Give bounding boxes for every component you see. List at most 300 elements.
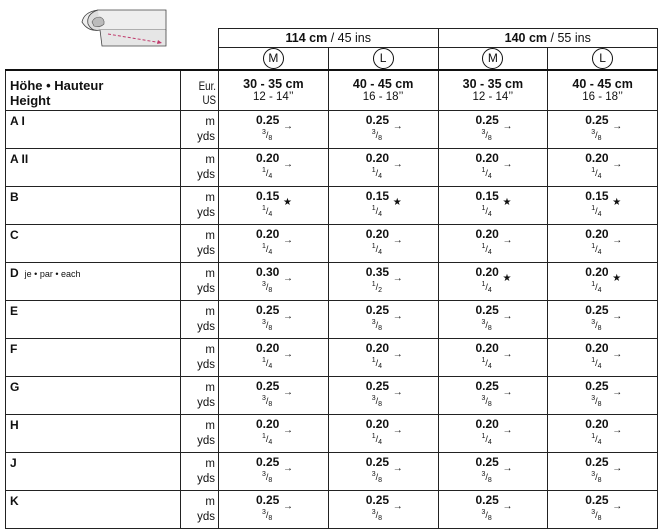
unit-metric: m (205, 381, 215, 394)
yards-fraction: $^1/_4$ (371, 205, 383, 218)
arrow-right-icon: → (283, 311, 293, 322)
fabric-width-140 (438, 29, 658, 48)
star-icon: ★ (612, 197, 622, 208)
metres-value: 0.20 (256, 151, 280, 165)
yards-fraction: $^3/_8$ (371, 395, 383, 408)
fraction-numerator: 1 (481, 205, 486, 212)
yards-fraction: $^1/_4$ (481, 281, 492, 294)
fraction-numerator: 1 (262, 167, 266, 174)
fraction-denominator: 8 (268, 287, 273, 294)
fraction-denominator: 4 (487, 249, 492, 256)
fraction-numerator: 3 (262, 509, 266, 516)
size-range (548, 70, 658, 111)
arrow-right-icon: → (612, 235, 623, 246)
unit-cell (181, 263, 219, 301)
table-row (6, 491, 658, 529)
yardage-cell (438, 339, 548, 377)
yardage-cell (328, 111, 438, 149)
unit-cell (181, 225, 219, 263)
unit-metric: m (205, 153, 215, 166)
yardage-cell (328, 415, 438, 453)
arrow-right-icon: → (283, 501, 293, 512)
size-m-114 (219, 48, 329, 71)
size-range-cm: 30 - 35 cm (243, 77, 304, 91)
table-row (6, 187, 658, 225)
size-range-inch: 12 - 14’’ (253, 91, 294, 103)
piece-letter: D (10, 266, 19, 280)
fraction-numerator: 3 (591, 395, 596, 402)
pattern-piece-label (6, 377, 181, 415)
arrow-right-icon: → (392, 311, 403, 322)
arrow-right-icon: → (612, 425, 623, 436)
yards-fraction: $^1/_4$ (262, 357, 273, 370)
piece-letter: F (10, 342, 18, 356)
fraction-numerator: 1 (371, 243, 376, 250)
yardage-cell (548, 491, 658, 529)
yardage-cell (548, 453, 658, 491)
arrow-right-icon: → (392, 349, 403, 360)
unit-us: US (201, 95, 216, 107)
yardage-cell (438, 415, 548, 453)
pattern-piece-label (6, 453, 181, 491)
metres-value: 0.15 (475, 189, 499, 203)
arrow-right-icon: → (392, 425, 403, 436)
metres-value: 0.20 (256, 227, 280, 241)
fraction-numerator: 1 (371, 433, 376, 440)
yardage-cell (548, 111, 658, 149)
star-icon: ★ (283, 197, 292, 208)
unit-metric: m (205, 305, 215, 318)
fraction-numerator: 1 (591, 205, 596, 212)
unit-imperial: yds (197, 206, 215, 219)
yards-fraction: $^1/_4$ (481, 205, 492, 218)
pattern-piece-label (6, 149, 181, 187)
table-row (6, 377, 658, 415)
yards-fraction: $^3/_8$ (591, 395, 602, 408)
unit-imperial: yds (197, 282, 215, 295)
metres-value: 0.20 (365, 151, 390, 165)
unit-imperial: yds (197, 320, 215, 333)
metres-value: 0.25 (365, 379, 390, 393)
metres-value: 0.25 (585, 303, 609, 317)
fraction-numerator: 1 (262, 433, 266, 440)
arrow-right-icon: → (502, 425, 513, 436)
fabric-bolt-icon (78, 2, 172, 52)
piece-letter: H (10, 418, 19, 432)
yardage-table (5, 28, 658, 529)
size-range-cm: 40 - 45 cm (572, 77, 633, 91)
yards-fraction: $^3/_8$ (262, 281, 273, 294)
metres-value: 0.25 (256, 493, 280, 507)
metres-value: 0.20 (365, 227, 390, 241)
yardage-cell (438, 491, 548, 529)
yards-fraction: $^3/_8$ (481, 395, 492, 408)
arrow-right-icon: → (612, 159, 623, 170)
yards-fraction: $^1/_4$ (262, 433, 273, 446)
arrow-right-icon: → (612, 463, 623, 474)
metres-value: 0.25 (585, 493, 609, 507)
fraction-numerator: 1 (371, 357, 376, 364)
size-range-inch: 12 - 14’’ (472, 91, 514, 103)
unit-imperial: yds (197, 244, 215, 257)
fraction-denominator: 4 (487, 363, 492, 370)
arrow-right-icon: → (283, 425, 293, 436)
metres-value: 0.20 (365, 417, 390, 431)
metres-value: 0.25 (585, 455, 609, 469)
piece-letter: E (10, 304, 19, 318)
width-imperial: / 45 ins (330, 31, 371, 45)
fraction-numerator: 1 (481, 243, 486, 250)
fraction-numerator: 3 (262, 395, 266, 402)
unit-cell (181, 149, 219, 187)
yards-fraction: $^1/_4$ (591, 357, 602, 370)
metres-value: 0.25 (365, 113, 390, 127)
piece-letter: K (10, 494, 19, 508)
yardage-cell (548, 301, 658, 339)
yardage-cell (548, 377, 658, 415)
arrow-right-icon: → (392, 121, 403, 132)
unit-cell (181, 491, 219, 529)
fraction-numerator: 1 (481, 357, 486, 364)
yardage-cell (219, 225, 329, 263)
metres-value: 0.25 (256, 455, 280, 469)
yardage-cell (219, 491, 329, 529)
fraction-numerator: 3 (481, 395, 486, 402)
unit-imperial: yds (197, 168, 215, 181)
yardage-cell (219, 301, 329, 339)
arrow-right-icon: → (502, 121, 513, 132)
width-metric: 114 cm (285, 31, 328, 45)
yards-fraction: $^1/_4$ (591, 205, 602, 218)
size-range-inch: 16 - 18’’ (582, 91, 623, 103)
arrow-right-icon: → (392, 273, 403, 284)
yards-fraction: $^1/_4$ (591, 243, 602, 256)
yards-fraction: $^3/_8$ (591, 129, 602, 142)
fraction-denominator: 4 (268, 173, 273, 180)
arrow-right-icon: → (283, 463, 293, 474)
star-icon: ★ (502, 273, 512, 284)
pattern-piece-label (6, 339, 181, 377)
metres-value: 0.30 (256, 265, 280, 279)
yards-fraction: $^3/_8$ (591, 471, 602, 484)
size-circle: M (263, 48, 284, 69)
fraction-numerator: 1 (591, 433, 596, 440)
table-row (6, 339, 658, 377)
fraction-numerator: 3 (591, 129, 596, 136)
piece-note: je • par • each (24, 269, 81, 279)
pattern-piece-label (6, 415, 181, 453)
fraction-denominator: 8 (487, 401, 492, 408)
fraction-numerator: 3 (591, 471, 596, 478)
arrow-right-icon: → (392, 159, 403, 170)
metres-value: 0.25 (475, 113, 499, 127)
unit-metric: m (205, 267, 215, 280)
unit-metric: m (205, 419, 215, 432)
table-row (6, 301, 658, 339)
fraction-denominator: 8 (268, 477, 273, 484)
unit-cell (181, 453, 219, 491)
metres-value: 0.20 (585, 151, 609, 165)
yardage-cell (219, 111, 329, 149)
table-row (6, 225, 658, 263)
yardage-cell (328, 187, 438, 225)
yards-fraction: $^1/_4$ (262, 243, 273, 256)
size-range-inch: 16 - 18’’ (362, 91, 404, 103)
fraction-denominator: 8 (268, 325, 273, 332)
yards-fraction: $^1/_4$ (481, 243, 492, 256)
fraction-denominator: 8 (597, 401, 602, 408)
yards-fraction: $^1/_4$ (481, 167, 492, 180)
size-range (438, 70, 548, 111)
fraction-numerator: 3 (262, 129, 266, 136)
metres-value: 0.25 (475, 493, 499, 507)
metres-value: 0.25 (365, 455, 390, 469)
fraction-denominator: 8 (487, 477, 492, 484)
metres-value: 0.25 (365, 493, 390, 507)
fraction-numerator: 1 (591, 167, 596, 174)
size-l-140 (548, 48, 658, 71)
size-circle: M (482, 48, 503, 69)
fraction-denominator: 8 (487, 135, 492, 142)
fraction-denominator: 8 (268, 401, 273, 408)
metres-value: 0.25 (256, 379, 280, 393)
fraction-denominator: 8 (268, 135, 273, 142)
yards-fraction: $^3/_8$ (262, 319, 273, 332)
fraction-numerator: 1 (262, 205, 266, 212)
height-label-de-fr: Höhe • Hauteur (10, 78, 104, 93)
fraction-numerator: 1 (481, 433, 486, 440)
fraction-denominator: 8 (378, 477, 383, 484)
fraction-denominator: 8 (487, 515, 492, 522)
yardage-cell (438, 377, 548, 415)
unit-metric: m (205, 457, 215, 470)
yards-fraction: $^3/_8$ (262, 471, 273, 484)
width-imperial: / 55 ins (550, 31, 591, 45)
arrow-right-icon: → (283, 349, 293, 360)
fraction-denominator: 8 (487, 325, 492, 332)
metres-value: 0.20 (475, 227, 499, 241)
arrow-right-icon: → (612, 501, 623, 512)
yardage-cell (438, 301, 548, 339)
fraction-denominator: 4 (597, 439, 602, 446)
fraction-denominator: 4 (268, 249, 273, 256)
yardage-cell (328, 149, 438, 187)
size-l-114 (328, 48, 438, 71)
fraction-denominator: 4 (378, 211, 383, 218)
yards-fraction: $^3/_8$ (371, 319, 383, 332)
fraction-numerator: 3 (481, 319, 486, 326)
pattern-piece-label (6, 301, 181, 339)
fraction-denominator: 4 (378, 363, 383, 370)
pattern-piece-label (6, 187, 181, 225)
arrow-right-icon: → (392, 463, 403, 474)
metres-value: 0.20 (585, 265, 609, 279)
fraction-denominator: 2 (378, 287, 383, 294)
fraction-denominator: 4 (597, 249, 602, 256)
yards-fraction: $^3/_8$ (371, 129, 383, 142)
fraction-numerator: 3 (591, 509, 596, 516)
size-circle: L (592, 48, 613, 69)
yardage-cell (219, 377, 329, 415)
fraction-numerator: 1 (262, 357, 266, 364)
unit-imperial: yds (197, 358, 215, 371)
size-range-cm: 30 - 35 cm (462, 77, 524, 91)
unit-imperial: yds (197, 396, 215, 409)
fraction-denominator: 8 (378, 515, 383, 522)
yards-fraction: $^3/_8$ (371, 471, 383, 484)
fraction-numerator: 3 (262, 281, 266, 288)
fraction-numerator: 1 (591, 357, 596, 364)
yards-fraction: $^1/_4$ (262, 167, 273, 180)
arrow-right-icon: → (612, 311, 623, 322)
pattern-piece-label (6, 491, 181, 529)
fraction-numerator: 3 (371, 509, 376, 516)
arrow-right-icon: → (612, 121, 623, 132)
metres-value: 0.35 (365, 265, 390, 279)
fraction-denominator: 4 (378, 439, 383, 446)
size-range-cm: 40 - 45 cm (352, 77, 414, 91)
unit-imperial: yds (197, 472, 215, 485)
unit-metric: m (205, 191, 215, 204)
yards-fraction: $^1/_4$ (591, 167, 602, 180)
fraction-denominator: 4 (487, 287, 492, 294)
piece-letter: B (10, 190, 19, 204)
yardage-cell (548, 415, 658, 453)
metres-value: 0.20 (475, 265, 499, 279)
fraction-numerator: 3 (371, 395, 376, 402)
yardage-cell (548, 149, 658, 187)
pattern-piece-label (6, 225, 181, 263)
fraction-denominator: 8 (597, 325, 602, 332)
yardage-cell (219, 415, 329, 453)
piece-letter: C (10, 228, 19, 242)
width-metric: 140 cm (504, 31, 548, 45)
yardage-cell (328, 491, 438, 529)
piece-letter: J (10, 456, 17, 470)
fraction-denominator: 8 (268, 515, 273, 522)
unit-imperial: yds (197, 130, 215, 143)
fraction-numerator: 1 (591, 281, 596, 288)
yardage-cell (438, 225, 548, 263)
size-m-140 (438, 48, 548, 71)
arrow-right-icon: → (612, 387, 623, 398)
column-header-row (6, 70, 658, 111)
yardage-cell (548, 225, 658, 263)
pattern-piece-label (6, 263, 181, 301)
yards-fraction: $^3/_8$ (591, 509, 602, 522)
yards-fraction: $^3/_8$ (591, 319, 602, 332)
fraction-denominator: 4 (268, 439, 273, 446)
unit-metric: m (205, 229, 215, 242)
unit-cell (181, 415, 219, 453)
yards-fraction: $^1/_2$ (371, 281, 383, 294)
fraction-denominator: 8 (378, 401, 383, 408)
unit-metric: m (205, 115, 215, 128)
unit-cell (181, 187, 219, 225)
fraction-numerator: 3 (371, 471, 376, 478)
arrow-right-icon: → (502, 501, 513, 512)
arrow-right-icon: → (502, 235, 513, 246)
arrow-right-icon: → (392, 387, 403, 398)
yardage-cell (328, 225, 438, 263)
piece-letter: G (10, 380, 20, 394)
metres-value: 0.20 (475, 341, 499, 355)
arrow-right-icon: → (502, 311, 513, 322)
unit-cell (181, 339, 219, 377)
arrow-right-icon: → (283, 387, 293, 398)
fraction-denominator: 4 (487, 173, 492, 180)
yards-fraction: $^3/_8$ (481, 471, 492, 484)
piece-letter: A II (10, 152, 29, 166)
yardage-cell (548, 187, 658, 225)
fraction-denominator: 4 (597, 287, 602, 294)
arrow-right-icon: → (283, 121, 293, 132)
yardage-cell (328, 301, 438, 339)
arrow-right-icon: → (502, 463, 513, 474)
unit-imperial: yds (197, 434, 215, 447)
metres-value: 0.25 (475, 455, 499, 469)
table-row (6, 263, 658, 301)
yardage-cell (548, 339, 658, 377)
yards-fraction: $^1/_4$ (371, 243, 383, 256)
size-range (219, 70, 329, 111)
unit-header (186, 70, 218, 111)
size-circle: L (373, 48, 394, 69)
yards-fraction: $^1/_4$ (371, 357, 383, 370)
yards-fraction: $^3/_8$ (481, 509, 492, 522)
yardage-cell (328, 377, 438, 415)
fraction-numerator: 3 (481, 471, 486, 478)
yardage-cell (438, 453, 548, 491)
yardage-cell (219, 453, 329, 491)
metres-value: 0.25 (475, 379, 499, 393)
fraction-numerator: 1 (371, 167, 376, 174)
yards-fraction: $^1/_4$ (591, 281, 602, 294)
fraction-denominator: 8 (378, 325, 383, 332)
yards-fraction: $^3/_8$ (262, 509, 273, 522)
fraction-numerator: 1 (262, 243, 266, 250)
fraction-denominator: 8 (597, 477, 602, 484)
size-range (328, 70, 438, 111)
metres-value: 0.20 (475, 151, 499, 165)
unit-cell (181, 301, 219, 339)
unit-cell (181, 111, 219, 149)
metres-value: 0.20 (585, 417, 609, 431)
arrow-right-icon: → (612, 349, 623, 360)
metres-value: 0.15 (365, 189, 390, 203)
yards-fraction: $^1/_4$ (481, 433, 492, 446)
fraction-denominator: 4 (268, 363, 273, 370)
table-row (6, 111, 658, 149)
yardage-cell (438, 149, 548, 187)
fraction-denominator: 4 (597, 363, 602, 370)
metres-value: 0.25 (475, 303, 499, 317)
table-row (6, 415, 658, 453)
fraction-denominator: 8 (597, 515, 602, 522)
star-icon: ★ (502, 197, 512, 208)
yardage-cell (438, 187, 548, 225)
metres-value: 0.20 (256, 341, 280, 355)
fraction-numerator: 1 (481, 281, 486, 288)
unit-metric: m (205, 495, 215, 508)
metres-value: 0.20 (475, 417, 499, 431)
star-icon: ★ (392, 197, 402, 208)
arrow-right-icon: → (502, 159, 513, 170)
yards-fraction: $^3/_8$ (371, 509, 383, 522)
fraction-denominator: 4 (597, 211, 602, 218)
arrow-right-icon: → (502, 387, 513, 398)
yards-fraction: $^3/_8$ (262, 395, 273, 408)
